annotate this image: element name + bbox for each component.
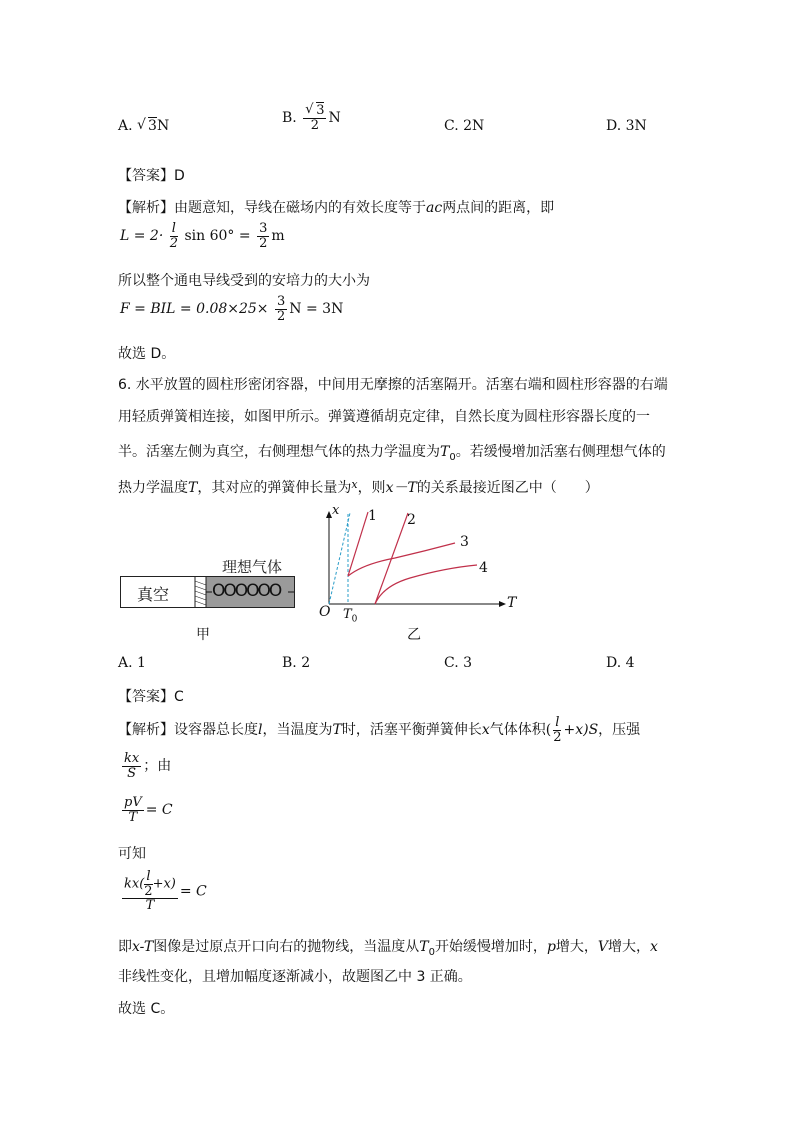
dashed-tangent (329, 513, 350, 604)
fig-jia-caption: 甲 (196, 627, 210, 643)
q6-gas-law-equation: $\frac{pV}{T}$ = C (124, 795, 173, 825)
fig-jia-gas-label: 理想气体 (222, 558, 283, 576)
unit: N (328, 110, 341, 127)
q6-stem-line-4: 热力学温度T，其对应的弹簧伸长量为$^x$，则x－T的关系最接近图乙中（ ） (118, 478, 599, 496)
q6-stem-line-1: 6. 水平放置的圆柱形密闭容器，中间用无摩擦的活塞隔开。活塞右端和圆柱形容器的右端 (118, 377, 668, 393)
spring-coil: OOOOOO (212, 581, 281, 601)
q5-option-d[interactable]: D. 3N (606, 118, 647, 134)
answer-value: D (174, 168, 185, 184)
q6-answer: 【答案】C (118, 689, 184, 705)
option-letter: A. (118, 118, 133, 134)
q5-analysis-line-2: 所以整个通电导线受到的安培力的大小为 (118, 273, 370, 289)
q6-option-b[interactable]: B. 2 (282, 655, 311, 671)
sqrt-symbol: √ 3 (137, 118, 157, 134)
answer-tag: 【答案】 (118, 168, 174, 184)
q5-option-b[interactable] (282, 104, 341, 132)
q6-stem-line-2: 用轻质弹簧相连接，如图甲所示。弹簧遵循胡克定律，自然长度为圆柱形容器长度的一 (118, 409, 650, 425)
q5-equation-force: F = BIL = 0.08×25× $\frac{3}{2}$ N = 3N (120, 294, 344, 324)
fig-yi-curve-label-4: 4 (479, 560, 488, 576)
q6-option-a[interactable]: A. 1 (118, 655, 146, 671)
q5-option-c[interactable]: C. 2N (444, 118, 485, 134)
fig-yi-caption: 乙 (407, 627, 421, 643)
q6-analysis-line-1: 【解析】设容器总长度l，当温度为T时，活塞平衡弹簧伸长x气体体积( $\frac{l}{2}$ +x)S，压强 (118, 715, 641, 745)
fig-yi-origin-label: O (319, 604, 331, 620)
fig-yi-curve-label-1: 1 (368, 508, 377, 524)
fig-yi-t-axis-label: T (507, 595, 517, 611)
q5-option-a[interactable] (118, 118, 169, 134)
q5-analysis-line-1: 【解析】由题意知，导线在磁场内的有效长度等于ac两点间的距离，即 (118, 200, 555, 216)
fig-yi-t0-label: $T_0$ (343, 607, 358, 625)
fig-yi-curve-label-2: 2 (407, 512, 416, 528)
q6-analysis-line-3: 非线性变化，且增加幅度逐渐减小，故题图乙中 3 正确。 (118, 969, 472, 985)
q5-answer (118, 165, 185, 185)
q6-analysis-line-2: 即x-T图像是过原点开口向右的抛物线，当温度从$T_0$开始缓慢增加时，p增大，V增大，x (118, 939, 658, 958)
unit: N (156, 118, 170, 134)
q6-pressure-expression: $\frac{kx}{S}$ ；由 (124, 751, 172, 781)
q6-option-d[interactable]: D. 4 (606, 655, 635, 671)
curve-4 (375, 565, 477, 604)
q6-analysis-line-kezhi: 可知 (118, 846, 146, 862)
q5-conclusion: 故选 D。 (118, 346, 176, 362)
q6-stem-line-3: 半。活塞左侧为真空，右侧理想气体的热力学温度为$T_0$。若缓慢增加活塞右侧理想气体的 (118, 444, 666, 463)
fig-yi-y-axis-label: x (332, 503, 340, 518)
q6-conclusion: 故选 C。 (118, 1001, 175, 1017)
fig-yi-curve-label-3: 3 (460, 534, 469, 550)
q5-equation-length: L = 2· $\frac{l}{2}$ sin 60° = $\frac{3}{2}$ m (120, 221, 285, 251)
fig-jia-vacuum-label: 真空 (137, 585, 170, 604)
q6-option-c[interactable]: C. 3 (444, 655, 473, 671)
q6-derived-equation: kx( $\frac{l}{2}$ +x) T = C (124, 869, 207, 914)
fraction: √ $\frac{3}{2}$ (303, 104, 326, 132)
option-letter: B. (282, 110, 297, 127)
